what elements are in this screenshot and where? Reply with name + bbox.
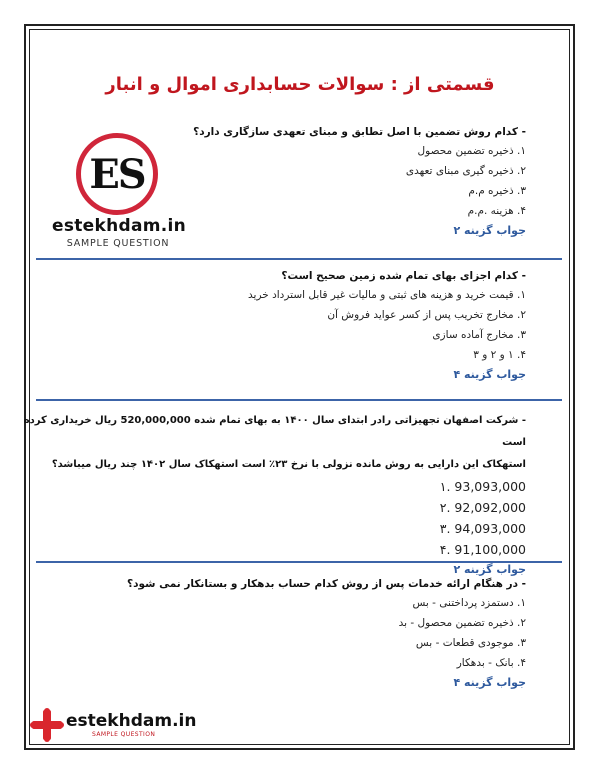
answer-label: جواب گزینه ۲ bbox=[453, 563, 526, 576]
logo-initials: ES bbox=[89, 150, 145, 198]
question-2 bbox=[248, 267, 526, 385]
section-divider bbox=[36, 258, 562, 260]
question-option: 92,092,000 .۲ bbox=[439, 500, 526, 515]
logo-tagline: SAMPLE QUESTION bbox=[66, 238, 170, 249]
question-option: ۳. موجودی قطعات - بس bbox=[415, 637, 526, 649]
question-option: ۲. مخارج تخریب پس از کسر عواید فروش آن bbox=[327, 309, 526, 321]
question-text-line-2: استهکاک این دارایی به روش مانده نزولی با نرخ ۲۳٪ است استهکاک سال ۱۴۰۲ چند ریال میباشد؟ bbox=[51, 459, 526, 470]
answer-label: جواب گزینه ۲ bbox=[453, 224, 526, 237]
question-text: - کدام روش تضمین با اصل تطابق و مبنای تعهدی سازگاری دارد؟ bbox=[193, 126, 526, 138]
question-text: - در هنگام ارائه خدمات پس از روش کدام حساب بدهکار و بستانکار نمی شود؟ bbox=[127, 578, 526, 590]
question-option: ۱. ذخیره تضمین محصول bbox=[417, 145, 526, 157]
question-4 bbox=[127, 575, 526, 693]
page-title: قسمتی از : سوالات حسابداری اموال و انبار bbox=[105, 74, 495, 95]
question-option: ۴. بانک - بدهکار bbox=[456, 657, 526, 669]
question-option: 93,093,000 .۱ bbox=[439, 479, 526, 494]
question-3 bbox=[0, 410, 526, 580]
question-option: ۴. هزینه .م.م bbox=[467, 205, 526, 217]
question-text: - کدام اجزای بهای تمام شده زمین صحیح است؟ bbox=[281, 270, 526, 282]
question-option: 91,100,000 .۴ bbox=[439, 542, 526, 557]
question-option: ۲. ذخیره تضمین محصول - بد bbox=[398, 617, 526, 629]
question-text-line-1: - شرکت اصفهان تجهیزاتی رادر ابتدای سال ۱۴۰۰ به بهای تمام شده 520,000,000 ریال خریداری کرده است bbox=[23, 415, 526, 448]
answer-label: جواب گزینه ۴ bbox=[453, 368, 526, 381]
question-option: ۲. ذخیره گیری مبنای تعهدی bbox=[405, 165, 526, 177]
question-1 bbox=[193, 123, 526, 241]
question-option: ۴. ۱ و ۲ و ۳ bbox=[473, 349, 526, 361]
footer-tagline: SAMPLE QUESTION bbox=[92, 731, 156, 738]
question-option: ۳. مخارج آماده سازی bbox=[432, 329, 526, 341]
logo-domain: estekhdam.in bbox=[52, 216, 187, 236]
question-option: ۱. قیمت خرید و هزینه های ثبتی و مالیات غیر قابل استرداد خرید bbox=[248, 289, 526, 301]
answer-label: جواب گزینه ۴ bbox=[453, 676, 526, 689]
section-divider bbox=[36, 561, 562, 563]
cross-logo-icon bbox=[30, 708, 64, 742]
section-divider bbox=[36, 399, 562, 401]
estekhdam-logo-badge bbox=[76, 133, 158, 215]
footer-domain: estekhdam.in bbox=[66, 711, 197, 731]
question-option: 94,093,000 .۳ bbox=[439, 521, 526, 536]
question-option: ۱. دستمزد پرداختنی - بس bbox=[412, 597, 526, 609]
question-option: ۳. ذخیره م.م bbox=[468, 185, 526, 197]
